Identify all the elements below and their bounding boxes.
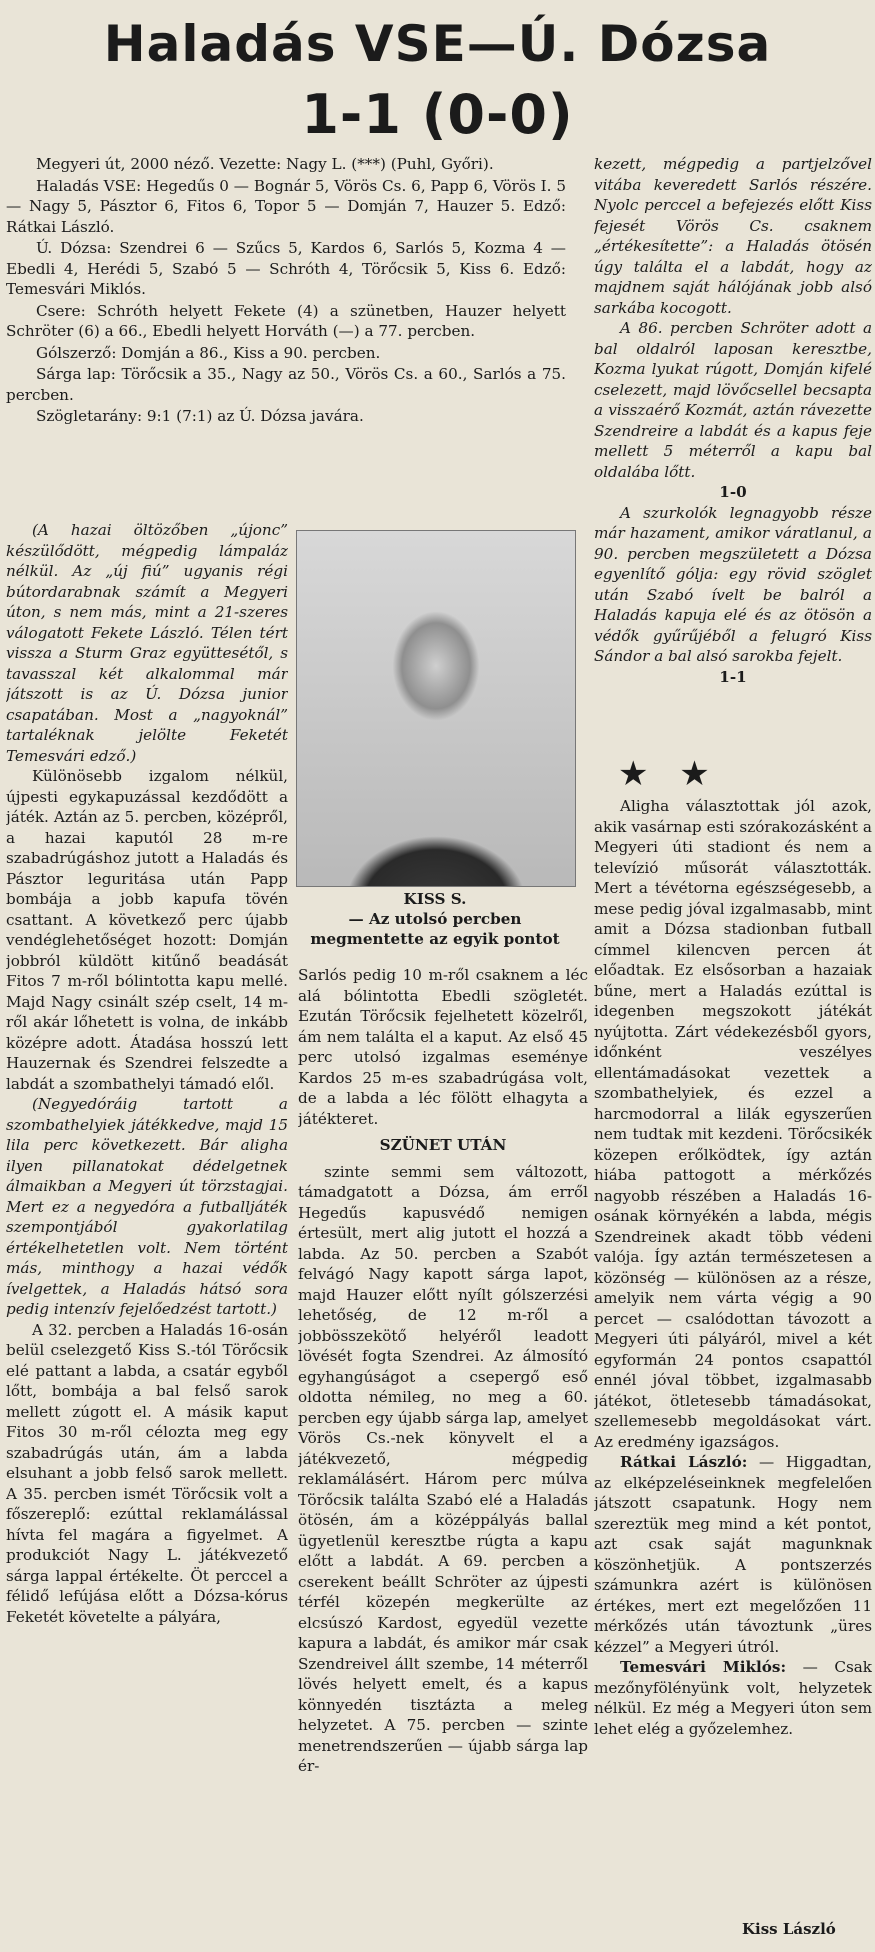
lineup-scorers: Gólszerző: Domján a 86., Kiss a 90. percben. <box>36 343 381 362</box>
quote-text: — Csak mezőnyfölényünk volt, helyzetek nélkül. Ez még a Megyeri úton sem lehet elég a győzelemhez. <box>594 1658 872 1738</box>
lineup-dozsa: Ú. Dózsa: Szendrei 6 — Szűcs 5, Kardos 6, Sarlós 5, Kozma 4 — Ebedli 4, Herédi 5, Szabó 5 — Schróth 4, Törőcsik 5, Kiss 6. Edző: Temesvári Miklós. <box>6 239 566 298</box>
lineup-venue: Megyeri út, 2000 néző. Vezette: Nagy L. (***) (Puhl, Győri). <box>36 155 494 173</box>
right-column <box>594 154 872 1944</box>
score-line: 1-1 <box>719 667 747 686</box>
caption-text: — Az utolsó percben megmentette az egyik pontot <box>310 910 560 948</box>
speaker-name: Rátkai László: <box>620 1453 748 1471</box>
paragraph: A szurkolók legnagyobb része már hazament, amikor váratlanul, a 90. percben megszületett a Dózsa egyenlítő gólja: egy rövid szöglet után Szabó ívelt be balról a Haladás kapuja elé és az ötösön a védők gyűrűjéből a felugró Kiss Sándor a bal alsó sarokba fejelt. <box>594 503 872 665</box>
paragraph: szinte semmi sem változott, támadgatott a Dózsa, ám erről Hegedűs kapusvédő nemigen értesült, mert alig jutott el hozzá a labda. Az 50. percben a Szabót felvágó Nagy kapott sárga lapot, majd Hauzer előtt nyílt gólszerzési lehetőség, de 12 m-ről a jobbösszekötő helyéről leadott lövését fogta Szendrei. Az álmosító egyhangúságot a csepergő eső oldotta némileg, no meg a 60. percben egy újabb sárga lap, amelyet Vörös Cs.-nek könyvelt el a játékvezető, mégpedig reklamálásért. Három perc múlva Törőcsik találta Szabó elé a Haladás ötösén, ám a középpályás ballal ügyetlenül keresztbe rúgta a kapu előtt a labdát. A 69. percben a cserekent beállt Schröter az újpesti térfél közepén megkerülte az elcsúszó Kardost, egyedül vezette kapura a labdát, és amikor már csak Szendreivel állt szembe, 14 méterről lövés helyett emelt, és a kapus könnyedén tisztázta a meleg helyzetet. A 75. percben — szinte menetrendszerűen — újabb sárga lap ér- <box>298 1162 588 1775</box>
quote-ratkai <box>594 1452 872 1657</box>
player-photo <box>296 530 576 887</box>
quote-temesvari <box>594 1657 872 1739</box>
paragraph: (Negyedóráig tartott a szombathelyiek játékkedve, majd 15 lila perc következett. Bár aligha ilyen pillanatokat dédelgetnek álmaikban a Megyeri út törzstagjai. Mert ez a negyedóra a futballjáték szempontjából gyakorlatilag értékelhetetlen volt. Nem történt más, minthogy a hazai védők ívelgettek, a Haladás hátsó sora pedig intenzív fejelőedzést tartott.) <box>6 1095 288 1318</box>
paragraph: Aligha választottak jól azok, akik vasárnap esti szórakozásként a Megyeri úti stadiont és nem a televízió műsorát választották. Mert a tévétorna egészségesebb, a mese pedig jóval izgalmasabb, mint amit a Dózsa stadionban futball címmel kilencven percen át előadtak. Ez elsősorban a hazaiak bűne, mert a Haladás ezúttal is idegenben megszokott játékát nyújtotta. Zárt védekezésből gyors, időnként veszélyes ellentámadásokat vezettek a szombathelyiek, és ezzel a harcmodorral a lilák egyszerűen nem tudtak mit kezdeni. Törőcsikék közepen erőlködtek, így aztán hiába pattogott a mérkőzés nagyobb részében a Haladás 16-osának környékén a labda, mégis Szendreinek akadt több védeni valója. Így aztán természetesen a közönség — különösen az a része, amelyik nem várta végig a 90 percet — csalódottan távozott a Megyeri úti pályáról, mivel a két egyformán 24 pontos csapattól ennél jóval többet, izgalmasabb játékot, ötletesebb támadásokat, szellemesebb megoldásokat várt. Az eredmény igazságos. <box>594 797 872 1451</box>
match-lineup <box>6 154 566 514</box>
lineup-substitutes: Csere: Schróth helyett Fekete (4) a szünetben, Hauzer helyett Schröter (6) a 66., Ebedli helyett Horváth (—) a 77. percben. <box>6 301 566 340</box>
speaker-name: Temesvári Miklós: <box>620 1658 787 1676</box>
middle-column <box>298 965 588 1880</box>
paragraph: A 86. percben Schröter adott a bal oldalról laposan keresztbe, Kozma lyukat rúgott, Domján kifelé cselezett, majd lövőcsellel becsapta a visszaérő Kozmát, aztán rávezette Szendreire a labdát és a kapus feje mellett 5 méterről a kapu bal oldalába lőtt. <box>594 319 872 481</box>
lineup-corners: Szögletarány: 9:1 (7:1) az Ú. Dózsa javára. <box>36 407 364 425</box>
photo-caption <box>296 889 574 949</box>
star-separator-icon: ★ ★ <box>618 754 720 794</box>
paragraph: Sarlós pedig 10 m-ről csaknem a léc alá bólintotta Ebedli szögletét. Ezután Törőcsik fejelhetett közelről, ám nem találta el a kaput. Az első 45 perc utolsó izgalmas eseménye Kardos 25 m-es szabadrúgása volt, de a labda a léc fölött elhagyta a játékteret. <box>298 966 588 1128</box>
quote-text: — Higgadtan, az elképzeléseinknek megfelelően játszott csapatunk. Hogy nem szereztük meg mind a két pontot, azt csak saját magunknak köszönhetjük. A pontszerzés számunkra azért is különösen értékes, mert ezt megelőzően 11 mérkőzés után távoztunk „üres kézzel” a Megyeri útról. <box>594 1453 872 1656</box>
paragraph: A 32. percben a Haladás 16-osán belül cselezgető Kiss S.-tól Törőcsik elé pattant a labda, a csatár egyből lőtt, bombája a bal felső sarok mellett zúgott el. A másik kaput Fitos 30 m-ről célozta meg egy szabadrúgás után, ám a labda elsuhant a jobb felső sarok mellett. A 35. percben ismét Törőcsik volt a főszereplő: ezúttal reklamálással hívta fel magára a figyelmet. A produkciót Nagy L. játékvezető sárga lappal értékelte. Öt perccel a félidő lefújása előtt a Dózsa-kórus Feketét követelte a pályára, <box>6 1320 288 1626</box>
paragraph: Különösebb izgalom nélkül, újpesti egykapuzással kezdődött a játék. Aztán az 5. percben, középről, a hazai kaputól 28 m-re szabadrúgáshoz jutott a Haladás és Pásztor leguritása után Papp bombája a jobb kapufa tövén csattant. A következő perc újabb vendéglehetőséget hozott: Domján jobbról küldött kitűnő beadását Fitos 7 m-ről bólintotta kapu mellé. Majd Nagy csinált szép cselt, 14 m-ről akár lőhetett is volna, de inkább középre adott. Átadása hosszú lett Hauzernak és Szendrei felszedte a labdát a szombathelyi támadó elől. <box>6 767 288 1093</box>
score-line: 1-0 <box>719 483 747 501</box>
page-title: Haladás VSE—Ú. Dózsa <box>103 15 772 73</box>
left-column <box>6 520 288 1850</box>
section-heading: SZÜNET UTÁN <box>379 1136 507 1154</box>
paragraph: kezett, mégpedig a partjelzővel vitába keveredett Sarlós részére. Nyolc perccel a befejezés előtt Kiss fejesét Vörös Cs. csaknem „értékesítette”: a Haladás ötösén úgy találta el a labdát, hogy az majdnem saját hálójának jobb alsó sarkába kocogott. <box>594 155 872 317</box>
author-byline: Kiss László <box>742 1920 836 1938</box>
lineup-yellow-cards: Sárga lap: Törőcsik a 35., Nagy az 50., Vörös Cs. a 60., Sarlós a 75. percben. <box>6 365 566 404</box>
match-score: 1-1 (0-0) <box>301 83 574 146</box>
paragraph: (A hazai öltözőben „újonc” készülődött, mégpedig lámpaláz nélkül. Az „új fiú” ugyanis régi bútordarabnak számít a Megyeri úton, s nem más, mint a 21-szeres válogatott Fekete László. Télen tért vissza a Sturm Graz együttesétől, s tavasszal két alkalommal már játszott is az Ú. Dózsa junior csapatában. Most a „nagyoknál” tartaléknak jelölte Feketét Temesvári edző.) <box>6 521 288 765</box>
lineup-haladas: Haladás VSE: Hegedűs 0 — Bognár 5, Vörös Cs. 6, Papp 6, Vörös I. 5 — Nagy 5, Pásztor 6, Fitos 6, Topor 5 — Domján 7, Hauzer 5. Edző: Rátkai László. <box>6 176 566 236</box>
caption-name: KISS S. <box>403 890 467 908</box>
